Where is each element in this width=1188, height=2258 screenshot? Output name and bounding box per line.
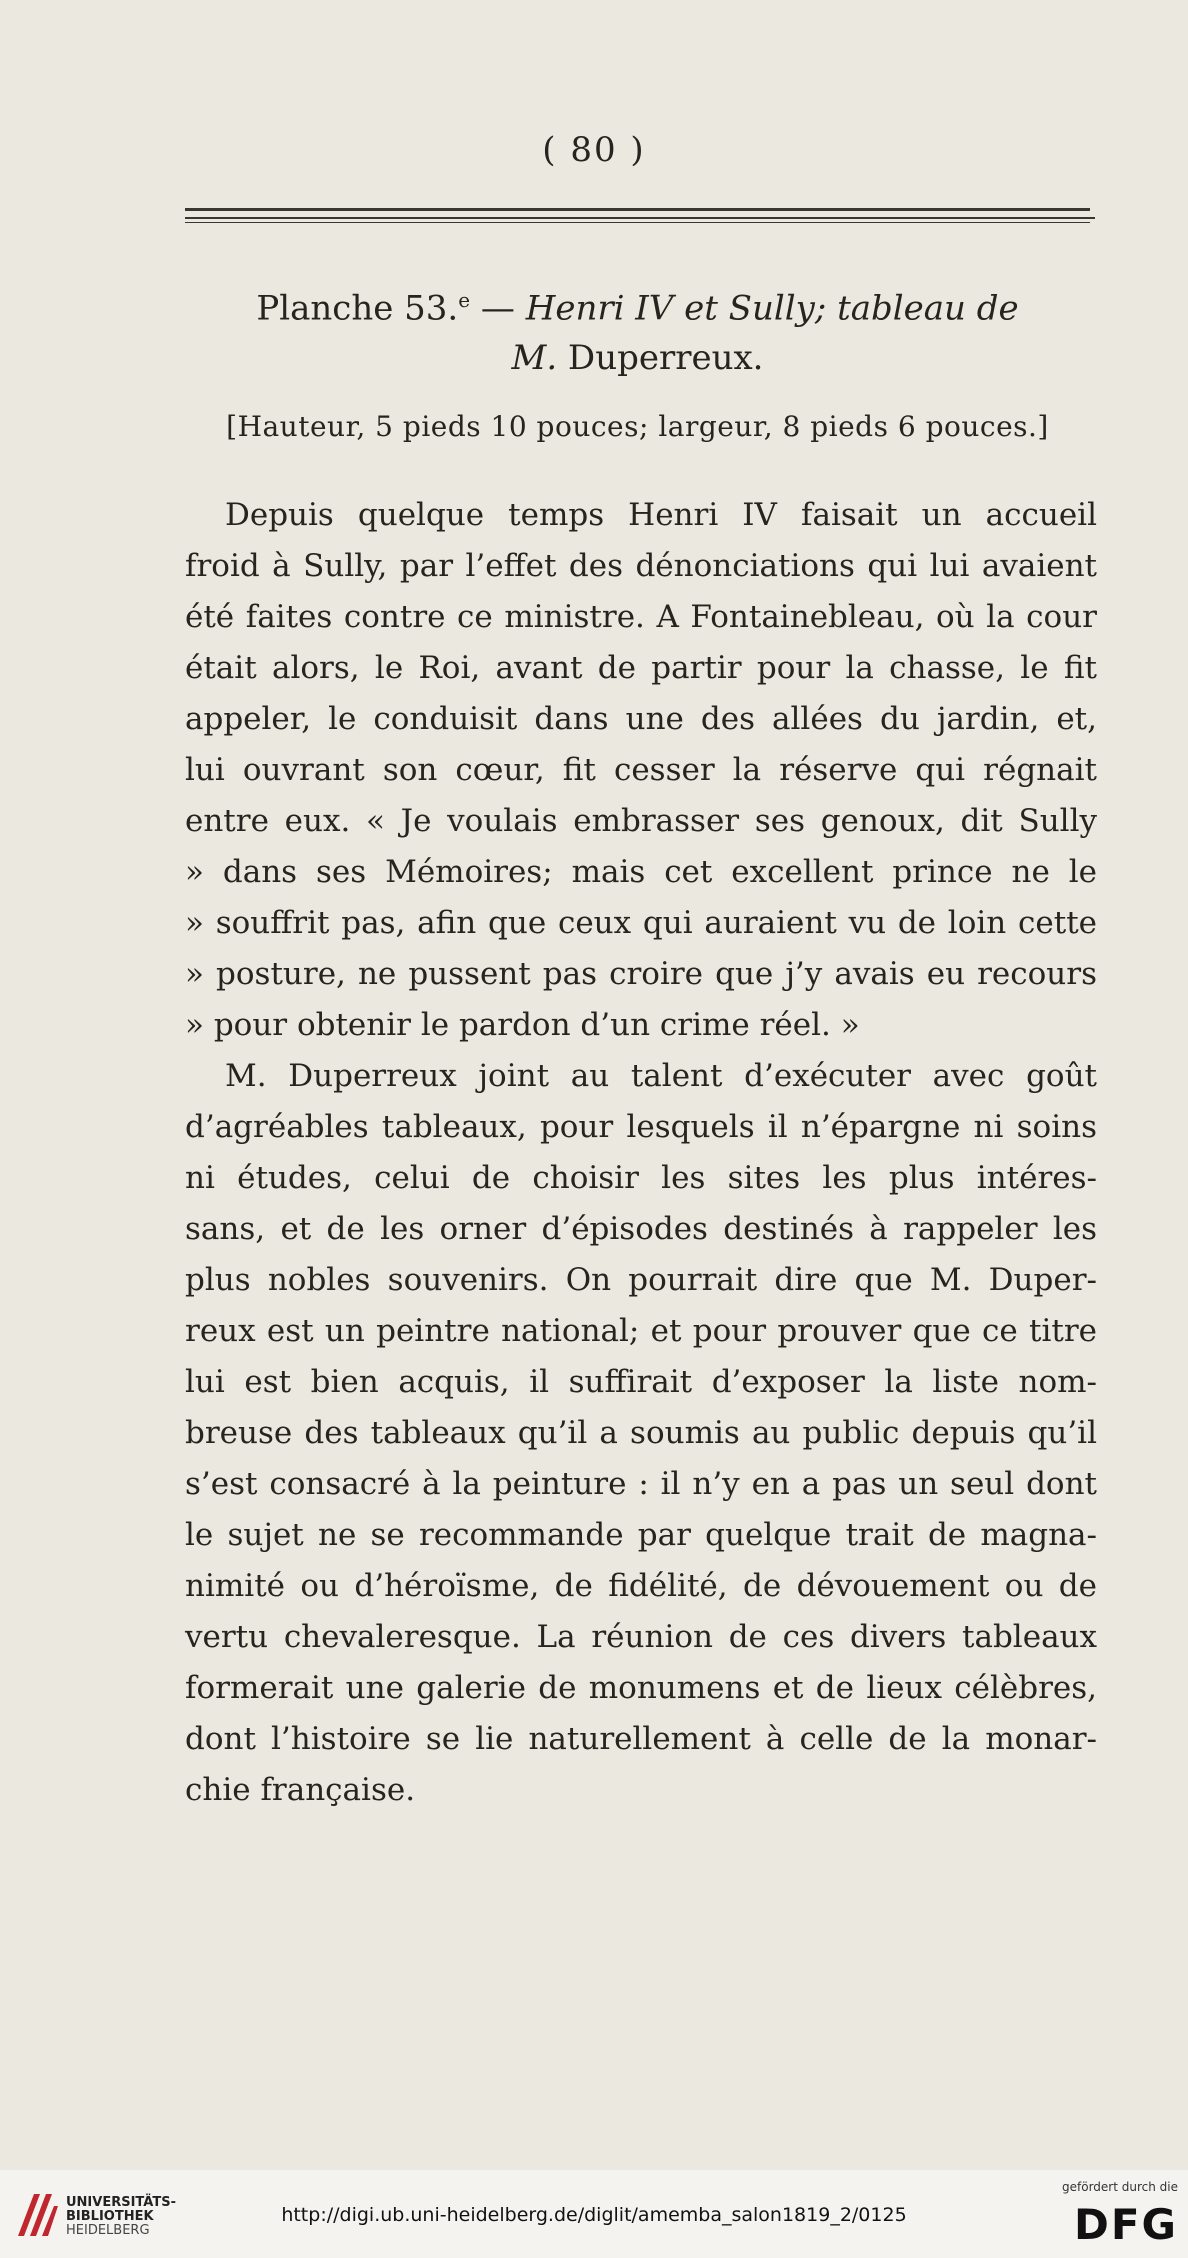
text-line: lui ouvrant son cœur, fit cesser la réserve qui régnait bbox=[185, 752, 1097, 788]
header-rule-thick bbox=[185, 208, 1090, 211]
text-line: était alors, le Roi, avant de partir pour la chasse, le fit bbox=[185, 650, 1097, 686]
body-text bbox=[185, 490, 1097, 1816]
plate-label: Planche 53. bbox=[256, 288, 459, 329]
digitization-footer bbox=[0, 2170, 1188, 2258]
text-line: d’agréables tableaux, pour lesquels il n’épargne ni soins bbox=[185, 1109, 1097, 1145]
plate-title-line1 bbox=[185, 275, 1090, 333]
text-line: entre eux. « Je voulais embrasser ses genoux, dit Sully bbox=[185, 803, 1097, 839]
page-number: ( 80 ) bbox=[542, 130, 646, 170]
painter-honorific: M. bbox=[511, 338, 558, 379]
text-line: s’est consacré à la peinture : il n’y en a pas un seul dont bbox=[185, 1466, 1097, 1502]
paragraph-1 bbox=[185, 490, 1097, 1051]
painting-dimensions: [Hauteur, 5 pieds 10 pouces; largeur, 8 pieds 6 pouces.] bbox=[226, 410, 1049, 443]
dfg-logo: DFG bbox=[1073, 2200, 1178, 2249]
text-line: » souffrit pas, afin que ceux qui auraient vu de loin cette bbox=[185, 905, 1097, 941]
text-line: formerait une galerie de monumens et de lieux célèbres, bbox=[185, 1670, 1097, 1706]
funded-by-label: gefördert durch die bbox=[1062, 2180, 1178, 2194]
text-line: » dans ses Mémoires; mais cet excellent prince ne le bbox=[185, 854, 1097, 890]
plate-title bbox=[185, 275, 1090, 383]
paragraph-2 bbox=[185, 1051, 1097, 1816]
painting-title: Henri IV et Sully; tableau de bbox=[525, 288, 1019, 329]
university-name-line1: UNIVERSITÄTS- bbox=[66, 2195, 176, 2210]
text-line: lui est bien acquis, il suffirait d’exposer la liste nom- bbox=[185, 1364, 1097, 1400]
plate-superscript: e bbox=[458, 288, 471, 312]
text-line: nimité ou d’héroïsme, de fidélité, de dévouement ou de bbox=[185, 1568, 1097, 1604]
painter-name: Duperreux. bbox=[557, 338, 764, 379]
text-line: froid à Sully, par l’effet des dénonciations qui lui avaient bbox=[185, 548, 1097, 584]
text-line: vertu chevaleresque. La réunion de ces divers tableaux bbox=[185, 1619, 1097, 1655]
text-line: sans, et de les orner d’épisodes destinés à rappeler les bbox=[185, 1211, 1097, 1247]
university-name-line3: HEIDELBERG bbox=[66, 2223, 150, 2238]
text-line: breuse des tableaux qu’il a soumis au public depuis qu’il bbox=[185, 1415, 1097, 1451]
text-line: reux est un peintre national; et pour prouver que ce titre bbox=[185, 1313, 1097, 1349]
text-line: » pour obtenir le pardon d’un crime réel. » bbox=[185, 1007, 860, 1043]
text-line: chie française. bbox=[185, 1772, 416, 1808]
text-line: plus nobles souvenirs. On pourrait dire que M. Duper- bbox=[185, 1262, 1097, 1298]
header-rule-middle bbox=[185, 217, 1095, 219]
text-line: appeler, le conduisit dans une des allées du jardin, et, bbox=[185, 701, 1097, 737]
plate-title-line2 bbox=[185, 333, 1090, 383]
text-line: le sujet ne se recommande par quelque trait de magna- bbox=[185, 1517, 1097, 1553]
text-line: été faites contre ce ministre. A Fontainebleau, où la cour bbox=[185, 599, 1097, 635]
title-dash: — bbox=[470, 288, 526, 329]
text-line: dont l’histoire se lie naturellement à celle de la monar- bbox=[185, 1721, 1097, 1757]
text-line: ni études, celui de choisir les sites les plus intéres- bbox=[185, 1160, 1097, 1196]
university-name-line2: BIBLIOTHEK bbox=[66, 2209, 154, 2224]
header-rule-thin bbox=[185, 222, 1090, 223]
text-line: M. Duperreux joint au talent d’exécuter avec goût bbox=[225, 1058, 1097, 1094]
text-line: » posture, ne pussent pas croire que j’y avais eu recours bbox=[185, 956, 1097, 992]
source-url-link[interactable]: http://digi.ub.uni-heidelberg.de/diglit/amemba_salon1819_2/0125 bbox=[281, 2204, 907, 2226]
text-line: Depuis quelque temps Henri IV faisait un accueil bbox=[225, 497, 1097, 533]
